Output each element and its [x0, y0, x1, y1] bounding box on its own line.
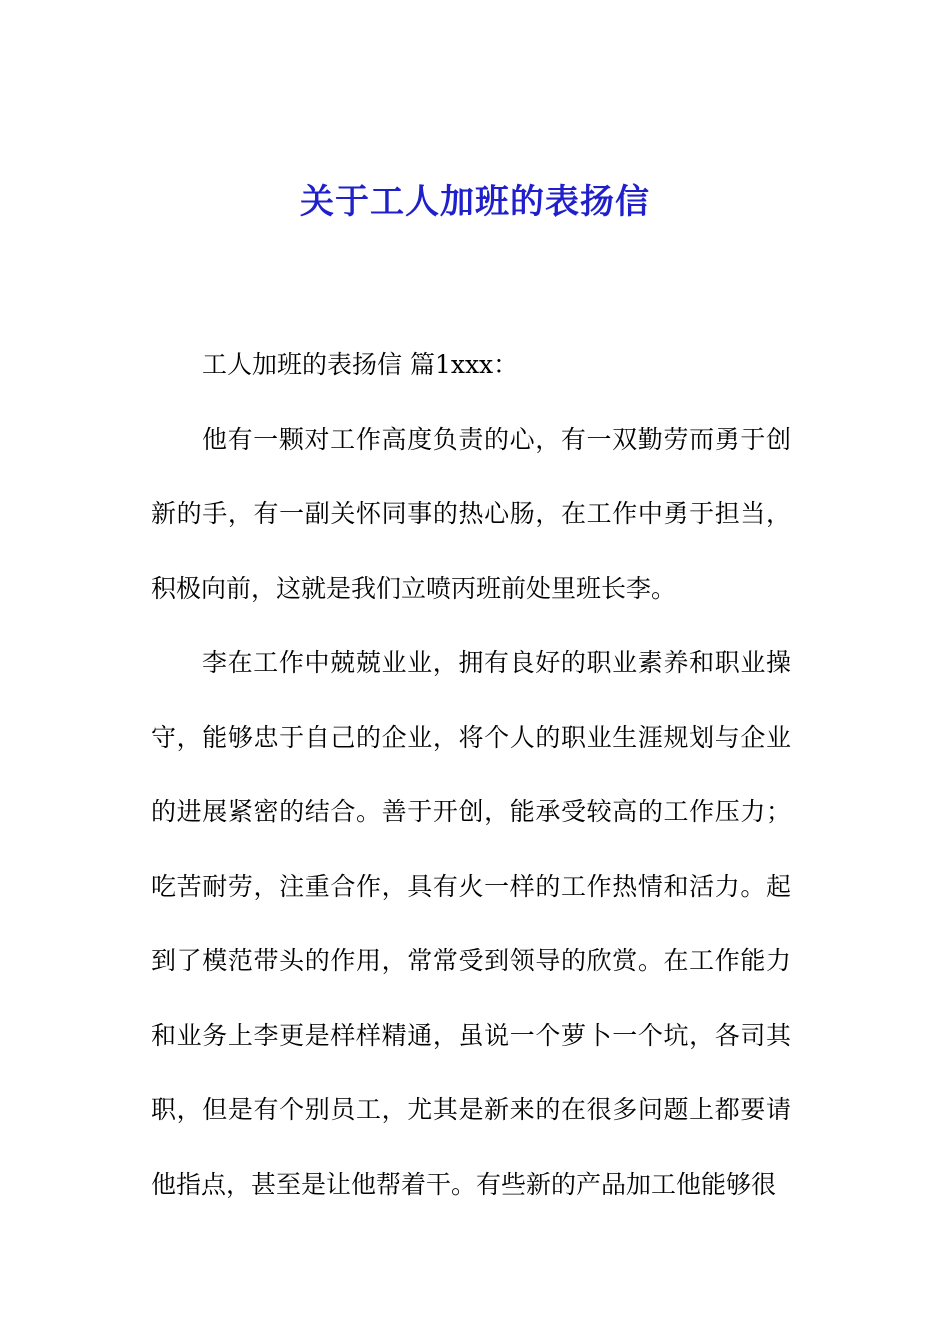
- paragraph-heading: 工人加班的表扬信 篇1xxx：: [202, 350, 519, 379]
- document-title: 关于工人加班的表扬信: [300, 182, 650, 222]
- paragraph: 李在工作中兢兢业业，拥有良好的职业素养和职业操守，能够忠于自己的企业，将个人的职业生涯规划与企业的进展紧密的结合。善于开创，能承受较高的工作压力；吃苦耐劳，注重合作，具有火一样的工作热情和活力。起到了模范带头的作用，常常受到领导的欣赏。在工作能力和业务上李更是样样精通，虽说一个萝卜一个坑，各司其职，但是有个别员工，尤其是新来的在很多问题上都要请他指点，甚至是让他帮着干。有些新的产品加工他能够很: [151, 648, 791, 1199]
- paragraph: 他有一颗对工作高度负责的心，有一双勤劳而勇于创新的手，有一副关怀同事的热心肠，在工作中勇于担当，积极向前，这就是我们立喷丙班前处里班长李。: [151, 424, 791, 603]
- document-body: [151, 328, 791, 1222]
